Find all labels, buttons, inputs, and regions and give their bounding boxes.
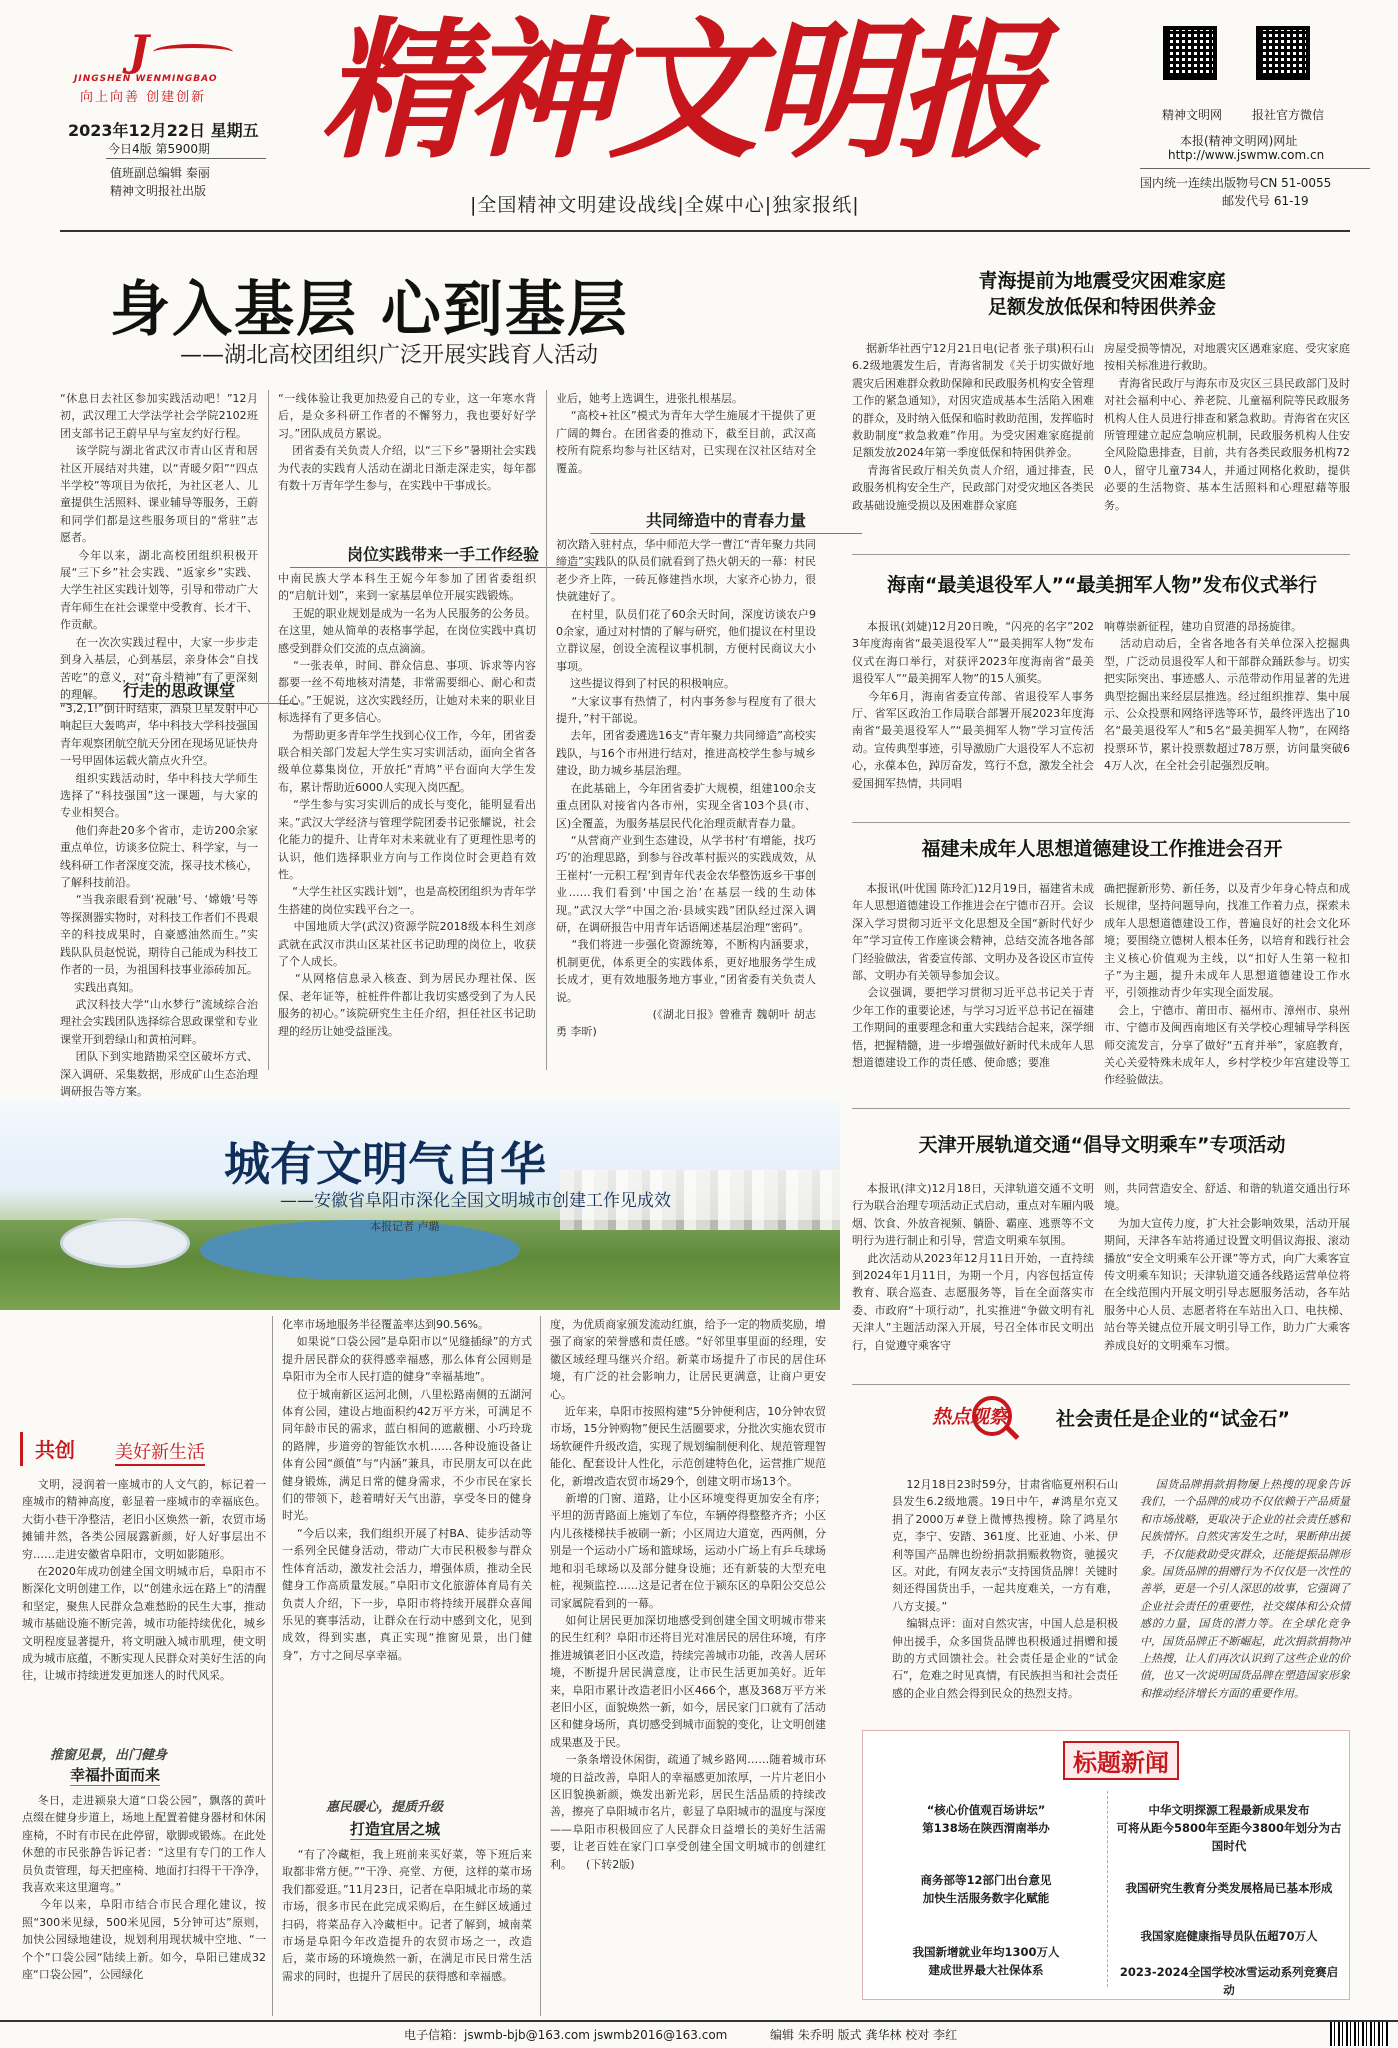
qinghai-column-2: 房屋受损等情况，对地震灾区遇难家庭、受灾家庭按相关标准进行救助。 青海省民政厅与海东市及灾区三县民政部门及时对社会福利中心、养老院、儿童福利院等民政服务机构人住人员进行排查和紧急救助。青海省在灾区所管理建立起应急响应机制，民政服务机构人住安全风险隐患排查，目前，共有各类民政服务机构720人，留守儿童734人，并通过网格化救助，提供必要的生活物资、基本生活照料和心理慰藉等服务。 bbox=[1104, 342, 1350, 512]
logo-mark: J bbox=[129, 26, 149, 75]
issue-date: 2023年12月22日 星期五 bbox=[68, 121, 259, 140]
barcode bbox=[1330, 2022, 1390, 2046]
newspaper-title: 精神文明报 bbox=[320, 3, 1041, 179]
lead-headline: 身入基层 心到基层 bbox=[110, 275, 629, 345]
hainan-headline: 海南“最美退役军人”“最美拥军人物”发布仪式举行 bbox=[887, 574, 1317, 596]
info-divider bbox=[106, 158, 266, 159]
col-divider bbox=[546, 390, 547, 1070]
lead-column-2b: 中南民族大学本科生王妮今年参加了团省委组织的“启航计划”，来到一家基层单位开展实践锻炼。 王妮的职业规划是成为一名为人民服务的公务员。在这里，她从简单的表格事学起，在岗位实践中真切感受到群众们交流的点点滴滴。 “一张表单，时间、群众信息、事项、诉求等内容都要一丝不苟地核对清楚，非常需要细心、耐心和责任心。”王妮说，这次实践经历，让她对未来的职业目标选择有了更多信心。 为帮助更多青年学生找到心仪工作，今年，团省委联合相关部门发起大学生实习实训活动，面向全省各级单位募集岗位，开放托“青鸠”平台面向大学生发布，累计帮助近6000人实现入岗匹配。 “学生参与实习实训后的成长与变化，能明显看出来。”武汉大学经济与管理学院团委书记张耀说，社会化能力的提升、让青年对未来就业有了更理性思考的认识，他们选择职业方向与工作岗位时会更趋有效性。 “大学生社区实践计划”，也是高校团组织为青年学生搭建的岗位实践平台之一。 中国地质大学(武汉)资源学院2018级本科生刘彦武就在武汉市洪山区某社区书记助理的岗位上，收获了个人成长。 “从网格信息录入核查、到为居民办理社保、医保、老年证等，桩桩件件都让我切实感受到了为人民服务的初心。”该院研究生主任介绍，担任社区书记助理的经历让她受益匪浅。 bbox=[278, 572, 536, 1038]
story-divider bbox=[852, 1108, 1350, 1109]
col-divider bbox=[272, 1316, 273, 2016]
qr1-label: 精神文明网 bbox=[1162, 108, 1223, 122]
news-item[interactable]: 2023-2024全国学校冰雪运动系列竞赛启动 bbox=[1119, 1965, 1339, 1997]
story-divider bbox=[852, 554, 1350, 555]
postal-code: 邮发代号 61-19 bbox=[1222, 194, 1309, 208]
feature-headline: 城有文明气自华 bbox=[224, 1137, 546, 1191]
qinghai-headline-1: 青海提前为地震受灾困难家庭 bbox=[978, 270, 1226, 292]
footer-rule bbox=[0, 2020, 1398, 2022]
publisher: 精神文明报社出版 bbox=[110, 184, 207, 198]
feature-column-2: 化率市场地服务半径覆盖率达到90.56%。 如果说“口袋公园”是阜阳市以“见缝插绿”的方式提升居民群众的获得感幸福感，那么体育公园则是阜阳市为全市人民打造的健身“幸福基地”。 位于城南新区运河北侧，八里松路南侧的五湖河体育公园，建设占地面积约42万平方米，可满足不同年龄市民的需求，蓝白相间的遮蔽棚、小巧玲珑的路牌，步道旁的智能饮水机……各种设施设备让体育公园“颜值”与“内涵”兼具，市民朋友可以在此健身锻炼，满足日常的健身需求，不少市民在家长们的带领下，趁着晴好天气出游，享受冬日的健身时光。 “今后以来，我们组织开展了村BA、徒步活动等一系列全民健身活动，带动广大市民积极参与群众性体育活动，激发社会活力，增强体质，推动全民健身工作高质量发展。”阜阳市文化旅游体育局有关负责人介绍，下一步，阜阳市将持续开展群众喜闻乐见的赛事活动，让群众在行动中感到文化，见到成效，得到实惠，真正实现“推窗见景，出门健身”，方寸之间尽享幸福。 bbox=[282, 1318, 532, 1662]
lead-subhead-3: 共同缔造中的青春力量 bbox=[590, 508, 862, 534]
feature-column-1b: 冬日，走进颍泉大道“口袋公园”，飘落的黄叶点缀在健身步道上，场地上配置着健身器材和休闲座椅，不时有市民在此停留，歇脚或锻炼。在此处休憩的市民张静告诉记者：“这里有专门的工作人员负责管理，每天把座椅、地面打扫得干干净净，我喜欢来这里遛弯。” 今年以来，阜阳市结合市民合理化建议，按照“300米见绿，500米见园，5分钟可达”原则，加快公园绿地建设，规划利用现状城中空地、“一个个”口袋公园“陆续上新。如今，阜阳已建成32座“口袋公园”，公园绿化 bbox=[22, 1794, 266, 1982]
col-divider bbox=[540, 1316, 541, 2016]
col-divider bbox=[268, 390, 269, 1070]
slogan: 向上向善 创建创新 bbox=[80, 90, 207, 105]
news-item[interactable]: 中华文明探源工程最新成果发布 可将从距今5800年至距今3800年划分为古国时代 bbox=[1116, 1803, 1342, 1853]
lead-column-1b: “3,2,1!”倒计时结束，酒泉卫星发射中心响起巨大轰鸣声，华中科技大学科技强国青年观察团航空航天分团在现场见证快舟一号甲固体运载火箭点火升空。 组织实践活动时，华中科技大学师生选择了“科技强国”这一课题，与大家的专业相契合。 他们奔赴20多个省市，走访200余家重点单位，访谈多位院士、科学家，与一线科研工作者深度交流，探寻技术核心，了解科技前沿。 “当我亲眼看到‘祝融’号、‘嫦娥’号等等探测器实物时，对科技工作者们不畏艰辛的科技成果时，自豪感油然而生。”实践队队员赵悦说，期待自己能成为科技工作者的一员，为祖国科技事业添砖加瓦。 实践出真知。 武汉科技大学“山水梦行”流域综合治理社会实践团队选择综合思政课堂和专业课堂开到碧绿山和黄柏河畔。 团队下到实地踏勘采空区破坏方式、深入调研、采集数据，形成矿山生态治理调研报告等方案。 bbox=[60, 702, 258, 1098]
logo-swoosh bbox=[153, 44, 233, 60]
cn-divider bbox=[1140, 168, 1370, 169]
cn-number: 国内统一连续出版物号CN 51-0055 bbox=[1140, 176, 1332, 190]
fujian-headline: 福建未成年人思想道德建设工作推进会召开 bbox=[921, 838, 1283, 860]
qr2-label: 报社官方微信 bbox=[1252, 108, 1325, 122]
lead-column-1: “休息日去社区参加实践活动吧！”12月初，武汉理工大学法学社会学院2102班团支部书记王蔚早早与室友约好行程。 该学院与湖北省武汉市青山区青和居社区开展结对共建，以“青暖夕阳”“四点半学校”等项目为依托，为社区老人、儿童提供生活照料、课业辅导等服务，王蔚和同学们都是这些服务项目的“常驻”志愿者。 今年以来，湖北高校团组织积极开展“三下乡”社会实践、“返家乡”实践、大学生社区实践计划等，引导和带动广大青年师生在社会课堂中受教育、长才干、作贡献。 在一次次实践过程中，大家一步步走到身入基层，心到基层，亲身体会“自找苦吃”的意义，对“奋斗精神”有了更深刻的理解。 bbox=[60, 392, 258, 701]
photo-lake bbox=[200, 1220, 520, 1280]
section-label bbox=[20, 1432, 230, 1466]
masthead-rule bbox=[60, 230, 1350, 232]
story-divider bbox=[852, 822, 1350, 823]
lead-subheadline: ——湖北高校团组织广泛开展实践育人活动 bbox=[180, 343, 599, 368]
news-item[interactable]: 我国新增就业年均1300万人 建成世界最大社保体系 bbox=[912, 1945, 1060, 1977]
hainan-column-2: 响尊崇新征程，建功自贸港的昂扬旋律。 活动启动后，全省各地各有关单位深入挖掘典型，广泛动员退役军人和干部群众踊跃参与。切实把实际突出、事迹感人、示范带动作用显著的先进典型挖掘出来经层层推选。经过组织推荐、集中展示、公众投票和网络评选等环节，最终评选出了10名“最美退役军人”和5名“最美拥军人物”，在网络投票环节，累计投票数超过78万票，访问量突破64万人次，在全社会引起强烈反响。 bbox=[1104, 620, 1350, 773]
feature-subhead-a2: 幸福扑面而来 bbox=[70, 1766, 161, 1784]
fujian-column-2: 确把握新形势、新任务，以及青少年身心特点和成长规律，坚持问题导向，找准工作着力点，探索未成年人思想道德建设工作，普遍良好的社会文化环境；要围绕立德树人根本任务，以培育和践行社会主义核心价值观为主线，以“扣好人生第一粒扣子”为主题，提升未成年人思想道德建设工作水平，引领推动青少年实现全面发展。 会上，宁德市、莆田市、福州市、漳州市、泉州市、宁德市及闽西南地区有关学校心理辅导学科医师交流发言，分享了做好“五育并举”，家庭教育，关心关爱特殊未成年人，乡村学校少年宫建设等工作经验做法。 bbox=[1104, 882, 1350, 1087]
hotspot-badge-text: 热点观察 bbox=[932, 1406, 1009, 1428]
hainan-column-1: 本报讯(刘婕)12月20日晚，“闪亮的名字”2023年度海南省“最美退役军人”“最美拥军人物”发布仪式在海口举行，对获评2023年度海南省“最美退役军人”“最美拥军人物”的15人颁奖。 今年6月，海南省委宣传部、省退役军人事务厅、省军区政治工作局联合部署开展2023年度海南省“最美退役军人”“最美拥军人物”学习宣传活动。宣传典型事迹，引导激励广大退役军人不忘初心，永葆本色，踔厉奋发，笃行不怠，激发全社会爱国拥军热情，共同唱 bbox=[852, 620, 1094, 790]
photo-stadium bbox=[60, 1218, 190, 1268]
feature-subheadline: ——安徽省阜阳市深化全国文明城市创建工作见成效 bbox=[280, 1191, 671, 1211]
news-box-divider bbox=[1107, 1791, 1108, 1987]
site-url[interactable]: http://www.jswmw.com.cn bbox=[1168, 148, 1325, 162]
issue-pages: 今日4版 第5900期 bbox=[108, 142, 210, 156]
feature-subhead-a1: 推窗见景，出门健身 bbox=[50, 1748, 168, 1763]
news-box-heading: 标题新闻 bbox=[1063, 1741, 1179, 1780]
tianjin-column-1: 本报讯(津文)12月18日，天津轨道交通不文明行为联合治理专项活动正式启动，重点对车厢内吸烟、饮食、外放音视频、躺卧、霸座、逃票等不文明行为进行制止和引导，营造文明乘车氛围。 此次活动从2023年12月11日开始，一直持续到2024年1月11日，为期一个月，内容包括宣传教育、联合巡查、志愿服务等，旨在全面落实市委、市政府“十项行动”，扎实推进“争做文明有礼天津人”主题活动深入开展，号召全体市民文明出行，自觉遵守乘客守 bbox=[852, 1182, 1094, 1352]
story-divider bbox=[852, 1384, 1350, 1385]
feature-byline: 本报记者 卢璐 bbox=[370, 1220, 440, 1233]
lead-column-3: 业后，她考上选调生，进张扎根基层。 “高校+社区”模式为青年大学生施展才干提供了更广阔的舞台。在团省委的推动下，截至目前，武汉高校所有院系均参与社区结对，已实现在汉社区结对全覆盖。 bbox=[556, 392, 816, 475]
qr-code-website[interactable] bbox=[1163, 26, 1217, 80]
footer-credits: 编辑 朱乔明 版式 龚华林 校对 李红 bbox=[770, 2028, 958, 2042]
feature-subhead-b2: 打造宜居之城 bbox=[350, 1820, 441, 1838]
feature-column-2b: “有了冷藏柜，我上班前来买好菜，等下班后来取都非常方便。”“干净、亮堂、方便，这样的菜市场我们都爱逛。”11月23日，记者在阜阳城北市场的菜市场，很多市民在此完成采购后，在生鲜区域通过扫码，将菜品存入冷藏柜中。记者了解到，城南菜市场是阜阳今年改造提升的农贸市场之一，改造后，菜市场的环境焕然一新，在满足市民日常生活需求的同时，也提升了居民的获得感和幸福感。 bbox=[282, 1848, 532, 1983]
news-item[interactable]: 商务部等12部门出台意见 加快生活服务数字化赋能 bbox=[920, 1873, 1052, 1905]
footer-email: 电子信箱：jswmb-bjb@163.com jswmb2016@163.com bbox=[404, 2028, 728, 2042]
hotspot-column-2: 国货品牌捐款捐物屡上热搜的现象告诉我们，一个品牌的成功不仅依赖于产品质量和市场战略，更取决于企业的社会责任感和民族情怀。自然灾害发生之时，果断伸出援手，不仅能救助受灾群众，还能提振品牌形象。国货品牌的捐赠行为不仅仅是一次性的善举，更是一个引人深思的故事，它强调了企业社会责任的重要性，社交媒体和公众情感的力量，国货的潜力等。在全球化竞争中，国货品牌正不断崛起，此次捐款捐物冲上热搜，让人们再次认识到了这些企业的价值，也又一次说明国货品牌在塑造国家形象和推动经济增长方面的重要作用。 bbox=[1140, 1478, 1350, 1700]
logo-pinyin: JINGSHEN WENMINGBAO bbox=[74, 74, 218, 84]
news-item[interactable]: 我国研究生教育分类发展格局已基本形成 bbox=[1125, 1881, 1333, 1895]
site-line: 本报(精神文明网)网址 bbox=[1180, 134, 1298, 148]
lead-subhead-1: 行走的思政课堂 bbox=[60, 678, 298, 704]
tianjin-headline: 天津开展轨道交通“倡导文明乘车”专项活动 bbox=[918, 1134, 1286, 1156]
tianjin-column-2: 则，共同营造安全、舒适、和谐的轨道交通出行环境。 为加大宣传力度，扩大社会影响效果，活动开展期间，天津各车站将通过设置文明倡议海报、滚动播放“安全文明乘车公开课”等方式，向广大乘客宣传文明乘车知识；天津轨道交通各线路运营单位将在全线范围内开展文明引导志愿服务活动，各车站服务中心人员、志愿者将在车站出入口、电扶梯、站台等关键点位开展文明引导工作，助力广大乘客养成良好的文明乘车习惯。 bbox=[1104, 1182, 1350, 1352]
feature-subhead-b1: 惠民暖心，提质升级 bbox=[326, 1800, 444, 1815]
feature-column-3: 度，为优质商家颁发流动红旗，给予一定的物质奖励，增强了商家的荣誉感和责任感。“好邻里事里面的经理，安徽区域经理马继兴介绍。新菜市场提升了市民的居住环境，有广泛的社会影响力，让居民更满意，让商户更安心。 近年来，阜阳市按照构建“5分钟便利店，10分钟农贸市场，15分钟购物”便民生活圈要求，分批次实施农贸市场软硬件升级改造，实现了规划编制便利化、规范管理智能化、配套设计人性化，示范创建特色化，运营推广规范化，新增改造农贸市场29个，创建文明市场13个。 新增的门窗、道路，让小区环境变得更加安全有序；平坦的沥青路面上施划了车位，车辆停得整整齐齐；小区内儿孩楼梯扶手被刷一新；小区周边大道宽，西两侧，分别是一个运动小广场和篮球场，运动小广场上有乒乓球场地和羽毛球场以及部分健身设施；还有新装的大型充电桩，视频监控……这是记者在位于颍东区的阜阳公交总公司家属院看到的一幕。 如何让居民更加深切地感受到创建全国文明城市带来的民生红利？阜阳市还将目光对准居民的居住环境，有序推进城镇老旧小区改造，持续完善城市功能，改善人居环境，不断提升居民满意度，让市民生活更加美好。近年来，阜阳市累计改造老旧小区466个，惠及368万平方米老旧小区，面貌焕然一新，如今，居民家门口就有了活动区和健身场所，真切感受到城市面貌的变化，让文明创建成果惠及于民。 一条条增设休闲街，疏通了城乡路网……随着城市环境的日益改善，阜阳人的幸福感更加浓厚，一片片老旧小区旧貌换新颜，焕发出新光彩，居民生活品质的持续改善，擦亮了阜阳城市名片，彰显了阜阳城市的温度与深度——阜阳市积极回应了人民群众日益增长的美好生活需要，让老百姓在家门口享受创建全国文明城市的创建红利。 (下转2版) bbox=[550, 1318, 826, 1871]
hotspot-badge bbox=[932, 1396, 1016, 1430]
lead-subhead-2: 岗位实践带来一手工作经验 bbox=[290, 542, 596, 568]
lead-column-3b: 初次踏入驻村点，华中师范大学一曹江“青年聚力共同缔造”实践队的队员们就看到了热火朝天的一幕：村民老少齐上阵，一砖瓦修建挡水坝，大家齐心协力，很快就建好了。 在村里，队员们花了60余天时间，深度访谈农户90余家，通过对村情的了解与研究，他们提议在村里设立群议屋，创设全流程议事机制，方便村民商议大小事项。 这些提议得到了村民的积极响应。 “大家议事有热情了，村内事务参与程度有了很大提升，”村干部说。 去年，团省委遴选16支“青年聚力共同缔造”高校实践队，与16个市州进行结对，推进高校学生参与城乡建设，助力城乡基层治理。 在此基础上，今年团省委扩大规模，组建100余支重点团队对接省内各市州，实现全省103个县(市、区)全覆盖，为服务基层民代化治理贡献青春力量。 “从营商产业到生态建设，从学书村‘有增能，找巧巧’的治理思路，到参与谷改革村振兴的实践成效，从王崔村‘一元积工程’到青年代表金农华整饬返乡干事创业……我们看到‘中国之治’在基层一线的生动体现。”武汉大学“中国之治·县域实践”团队经过深入调研，在调研报告中用青年话语阐述基层治理“密码”。 “我们将进一步强化资源统筹，不断构内涵要求，机制更优，体系更全的实践体系，更好地服务学生成长成才，更有效地服务地方事业，”团省委有关负责人说。 (《湖北日报》曾雅青 魏朝叶 胡志勇 李昕) bbox=[556, 538, 816, 1039]
hotspot-column-1: 12月18日23时59分，甘肃省临夏州积石山县发生6.2级地震。19日中午，#鸿星尔克又捐了2000万#登上微博热搜榜。除了鸿星尔克，李宁、安踏、361度、比亚迪、小米、伊利等国产品牌也纷纷捐款捐赈救物资，驰援灾区。对此，有网友表示“支持国货品牌！关键时刻还得国货出手，一起共度难关，一方有难，八方支援。” 编辑点评：面对自然灾害，中国人总是积极伸出援手，众多国货品牌也积极通过捐赠和援助的方式回馈社会。社会责任是企业的“试金石”，危难之时见真情，有民族担当和社会责任感的企业自然会得到民众的热烈支持。 bbox=[892, 1478, 1119, 1700]
fujian-column-1: 本报讯(叶优国 陈玲汇)12月19日，福建省未成年人思想道德建设工作推进会在宁德市召开。会议深入学习贯彻习近平文化思想及全国“新时代好少年”学习宣传工作座谈会精神，总结交流各地各部门经验做法，省委宣传部、文明办及各设区市宣传部、文明办有关领导参加会议。 会议强调，要把学习贯彻习近平总书记关于青少年工作的重要论述，与学习习近平总书记在福建工作期间的重要理念和重大实践结合起来，深学细悟，把握精髓，进一步增强做好新时代未成年人思想道德建设工作的责任感、使命感；要准 bbox=[852, 882, 1094, 1070]
section-label-b: 美好新生活 bbox=[115, 1438, 205, 1466]
title-tagline: |全国精神文明建设战线|全媒中心|独家报纸| bbox=[470, 194, 860, 216]
lead-column-2: “一线体验让我更加热爱自己的专业，这一年寒水背后，是众多科研工作者的不懈努力，我也要好好学习。”团队成员方累说。 团省委有关负责人介绍，以“三下乡”暑期社会实践为代表的实践育人活动在湖北日渐走深走实，每年都有数十万青年学生参与，在实践中干事成长。 bbox=[278, 392, 536, 493]
news-item[interactable]: 我国家庭健康指导员队伍超70万人 bbox=[1140, 1929, 1318, 1943]
masthead bbox=[0, 0, 1398, 220]
duty-editor: 值班副总编辑 秦丽 bbox=[110, 166, 210, 180]
news-box bbox=[862, 1730, 1350, 2000]
hotspot-headline: 社会责任是企业的“试金石” bbox=[1056, 1408, 1290, 1430]
qr-code-wechat[interactable] bbox=[1256, 26, 1310, 80]
feature-column-1: 文明，浸润着一座城市的人文气韵，标记着一座城市的精神高度，彰显着一座城市的幸福底色。大街小巷干净整洁，老旧小区焕然一新，农贸市场摊铺井然，各类公园展露新颜，好人好事层出不穷……走进安徽省阜阳市，文明如影随形。 在2020年成功创建全国文明城市后，阜阳市不断深化文明创建工作，以“创建永远在路上”的清醒和坚定，聚焦人民群众急难愁盼的民生大事，推动城市基础设施不断完善，城市功能持续优化，城乡文明程度显著提升，将文明融入城市肌理，使文明成为城市底蕴，不断实现人民群众对美好生活的向往，让城市持续迸发更加迷人的时代风采。 bbox=[22, 1478, 266, 1683]
section-label-a: 共创 bbox=[35, 1438, 75, 1462]
logo bbox=[115, 26, 235, 75]
qinghai-column-1: 据新华社西宁12月21日电(记者 张子琪)积石山6.2级地震发生后，青海省制发《关于切实做好地震灾后困难群众救助保障和民政服务机构安全管理工作的紧急通知》，对因灾造成基本生活陷入困难的群众，及时纳入低保和临时救助范围，发挥临时救助制度“救急救难”作用。为受灾困难家庭提前足额发放2024年第一季度低保和特困供养金。 青海省民政厅相关负责人介绍，通过排查，民政服务机构安全生产，民政部门对受灾地区各类民政基础设施受损以及困难群众家庭 bbox=[852, 342, 1094, 512]
qinghai-headline-2: 足额发放低保和特困供养金 bbox=[987, 296, 1216, 318]
news-item[interactable]: “核心价值观百场讲坛” 第138场在陕西渭南举办 bbox=[922, 1803, 1050, 1835]
